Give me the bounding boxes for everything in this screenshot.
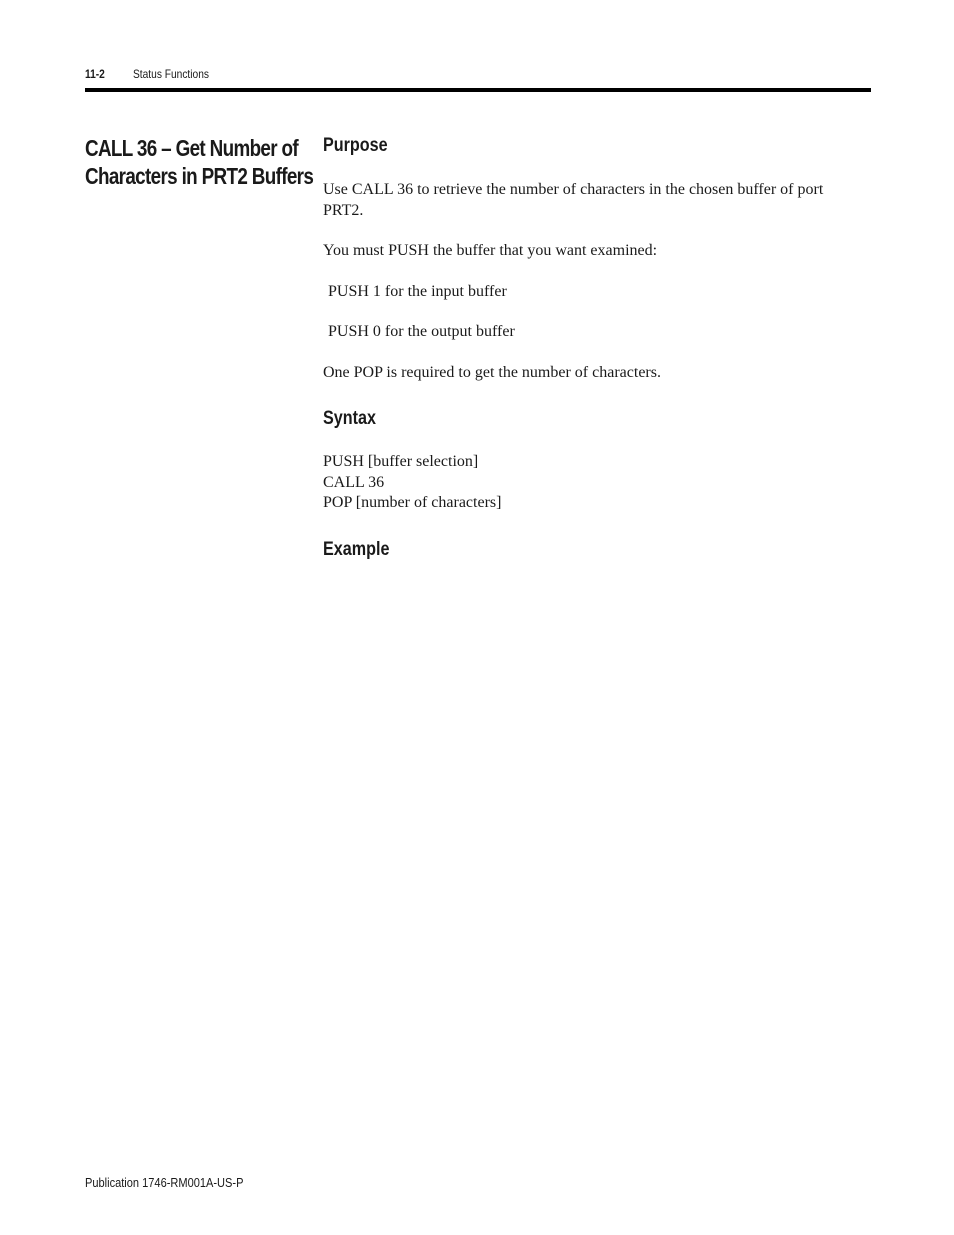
page-number: 11-2 [85, 67, 105, 81]
syntax-heading: Syntax [323, 408, 376, 429]
purpose-paragraph-1: Use CALL 36 to retrieve the number of characters in the chosen buffer of port PRT2. [323, 181, 824, 219]
syntax-block [323, 452, 863, 514]
content-column [323, 134, 863, 562]
syntax-line: CALL 36 [323, 473, 385, 491]
running-header [85, 66, 209, 82]
example-heading: Example [323, 538, 390, 560]
chapter-name: Status Functions [133, 67, 209, 81]
syntax-line: POP [number of characters] [323, 494, 502, 511]
purpose-paragraph-2: You must PUSH the buffer that you want examined: [323, 242, 658, 259]
push-input-item: PUSH 1 for the input buffer [328, 282, 507, 300]
purpose-paragraph-3: One POP is required to get the number of characters. [323, 363, 661, 381]
publication-footer: Publication 1746-RM001A-US-P [85, 1175, 244, 1190]
section-title: CALL 36 – Get Number of Characters in PRT2 Buffers [85, 135, 314, 189]
syntax-line: PUSH [buffer selection] [323, 453, 479, 470]
purpose-heading: Purpose [323, 135, 388, 156]
push-output-item: PUSH 0 for the output buffer [328, 323, 515, 340]
header-rule [85, 88, 871, 92]
